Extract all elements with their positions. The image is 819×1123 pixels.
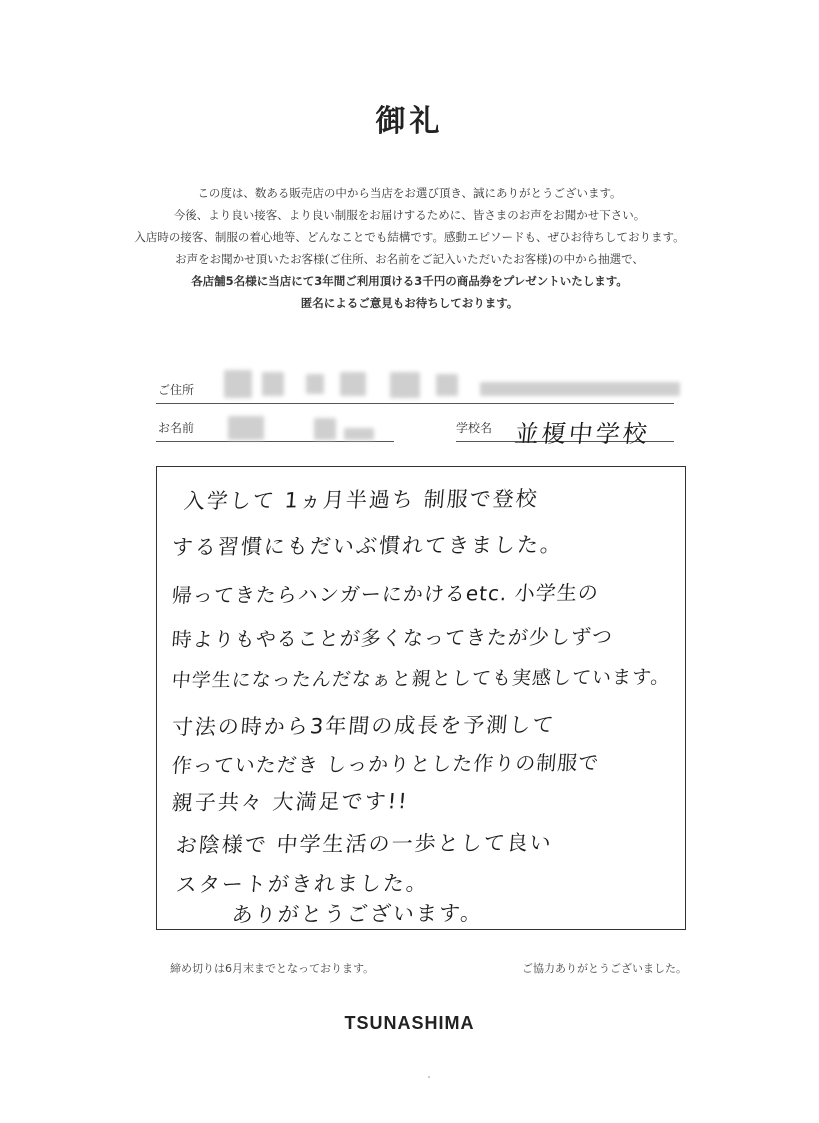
school-label: 学校名: [456, 421, 493, 435]
address-underline: [156, 403, 674, 404]
brand-logo: TSUNASHIMA: [344, 1013, 475, 1033]
deadline-note: 締め切りは6月末までとなっております。: [170, 962, 375, 975]
comment-line: 寸法の時から3年間の成長を予測して: [170, 712, 557, 740]
intro-line: 今後、より良い接客、より良い制服をお届けするために、皆さまのお声をお聞かせ下さい。: [173, 208, 646, 222]
intro-line: 匿名によるご意見もお待ちしております。: [300, 296, 519, 310]
comment-line: 帰ってきたらハンガーにかけるetc. 小学生の: [170, 580, 600, 608]
intro-line: 入店時の接客、制服の着心地等、どんなことでも結構です。感動エピソードも、ぜひお待ちしております。: [134, 230, 685, 244]
comment-line: 中学生になったんだなぁと親としても実感しています。: [170, 666, 672, 692]
comment-line: 入学して 1ヵ月半過ち 制服で登校: [182, 486, 540, 514]
school-value: 並榎中学校: [513, 420, 652, 448]
intro-line: お声をお聞かせ頂いたお客様(ご住所、お名前をご記入いただいたお客様)の中から抽選で、: [175, 252, 644, 266]
thanks-note: ご協力ありがとうございました。: [522, 962, 687, 975]
address-label: ご住所: [158, 383, 195, 397]
intro-text: [60, 182, 759, 314]
comment-line: 作っていただき しっかりとした作りの制服で: [170, 750, 601, 778]
comment-line: 親子共々 大満足です!!: [170, 789, 410, 815]
comment-line: 時よりもやることが多くなってきたが少しずつ: [170, 624, 614, 652]
intro-line: 各店舗5名様に当店にて3年間ご利用頂ける3千円の商品券をプレゼントいたします。: [191, 274, 628, 288]
name-label: お名前: [158, 421, 195, 435]
scan-speck: [428, 1076, 430, 1078]
name-underline: [156, 441, 394, 442]
comment-line: ありがとうございます。: [230, 901, 485, 927]
intro-line: この度は、数ある販売店の中から当店をお選び頂き、誠にありがとうございます。: [197, 186, 622, 200]
comment-line: スタートがきれました。: [174, 871, 430, 897]
comment-line: する習慣にもだいぶ慣れてきました。: [170, 532, 565, 560]
comment-line: お陰様で 中学生活の一歩として良い: [174, 830, 554, 858]
page-title: 御礼: [375, 104, 444, 139]
